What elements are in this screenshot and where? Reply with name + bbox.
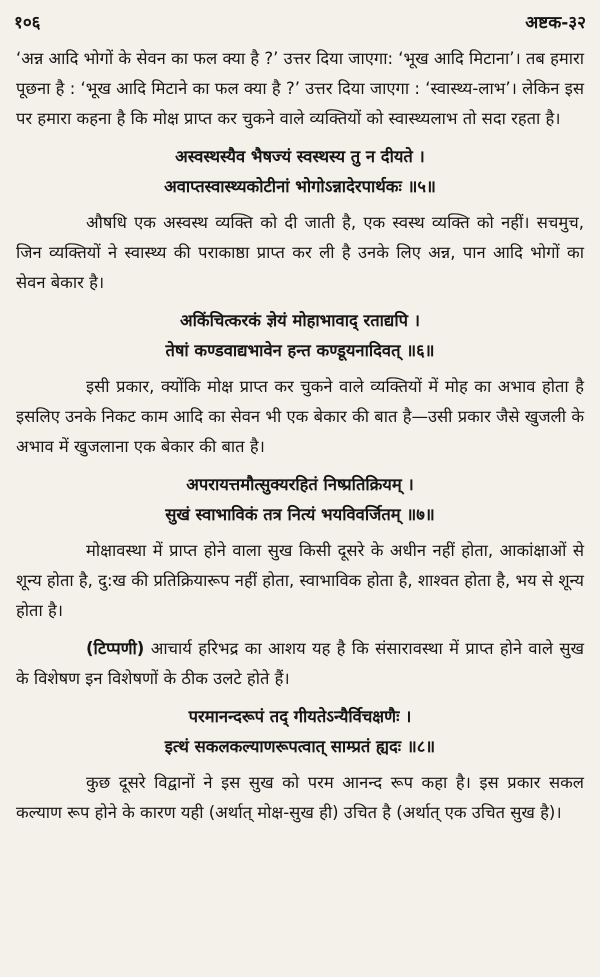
paragraph-2: औषधि एक अस्वस्थ व्यक्ति को दी जाती है, एक स्वस्थ व्यक्ति को नहीं। सचमुच, जिन व्यक्तियों ने स्वास्थ्य की पराकाष्ठा प्राप्त कर ली है उनके लिए अन्न, पान आदि भोगों का सेवन बेकार है।: [16, 213, 584, 292]
paragraph-3: इसी प्रकार, क्योंकि मोक्ष प्राप्त कर चुकने वाले व्यक्तियों में मोह का अभाव होता है इसलिए उनके निकट काम आदि का सेवन भी एक बेकार की बात है—उसी प्रकार जैसे खुजली के अभाव में खुजलाना एक बेकार की बात है।: [16, 377, 584, 456]
paragraph-5: कुछ दूसरे विद्वानों ने इस सुख को परम आनन्द रूप कहा है। इस प्रकार सकल कल्याण रूप होने के कारण यही (अर्थात् मोक्ष-सुख ही) उचित है (अर्थात् एक उचित सुख है)।: [16, 773, 584, 822]
paragraph-1: ‘अन्न आदि भोगों के सेवन का फल क्या है ?’ उत्तर दिया जाएगा: ‘भूख आदि मिटाना’। तब हमारा पूछना है : ‘भूख आदि मिटाने का फल क्या है ?’ उत्तर दिया जाएगा : ‘स्वास्थ्य-लाभ’। लेकिन इस पर हमारा कहना है कि मोक्ष प्राप्त कर चुकने वाले व्यक्तियों को स्वास्थ्यलाभ तो सदा रहता है।: [16, 49, 584, 128]
note-paragraph: [16, 634, 584, 694]
page-number: १०६: [14, 13, 41, 33]
note-text: आचार्य हरिभद्र का आशय यह है कि संसारावस्था में प्राप्त होने वाले सुख के विशेषण इन विशेषणों के ठीक उलटे होते हैं।: [16, 639, 584, 688]
page-body: [16, 44, 584, 828]
verse-5: [16, 142, 584, 202]
note-label: (टिप्पणी): [86, 639, 145, 658]
paragraph-4: मोक्षावस्था में प्राप्त होने वाला सुख किसी दूसरे के अधीन नहीं होता, आकांक्षाओं से शून्य होता है, दु:ख की प्रतिक्रियारूप नहीं होता, स्वाभाविक होता है, शाश्वत होता है, भय से शून्य होता है।: [16, 541, 584, 620]
verse-6-line-2: तेषां कण्डवाद्यभावेन हन्त कण्डूयनादिवत् ॥६॥: [165, 341, 435, 360]
page-header: [14, 6, 586, 36]
verse-8-line-1: परमानन्दरूपं तद् गीयतेऽन्यैर्विचक्षणैः ।: [188, 707, 412, 726]
running-head: अष्टक-३२: [525, 13, 586, 33]
verse-8: [16, 702, 584, 762]
verse-5-line-1: अस्वस्थस्यैव भैषज्यं स्वस्थस्य तु न दीयते ।: [175, 147, 425, 166]
verse-8-line-2: इत्थं सकलकल्याणरूपत्वात् साम्प्रतं ह्यदः ॥८॥: [164, 737, 436, 756]
verse-6: [16, 306, 584, 366]
verse-7-line-2: सुखं स्वाभाविकं तत्र नित्यं भयविवर्जितम् ॥७॥: [165, 505, 435, 524]
verse-7-line-1: अपरायत्तमौत्सुक्यरहितं निष्प्रतिक्रियम् ।: [186, 475, 414, 494]
verse-5-line-2: अवाप्तस्वास्थ्यकोटीनां भोगोऽन्नादेरपार्थकः ॥५॥: [164, 177, 436, 196]
verse-6-line-1: अकिंचित्करकं ज्ञेयं मोहाभावाद् रताद्यपि ।: [180, 311, 420, 330]
verse-7: [16, 470, 584, 530]
